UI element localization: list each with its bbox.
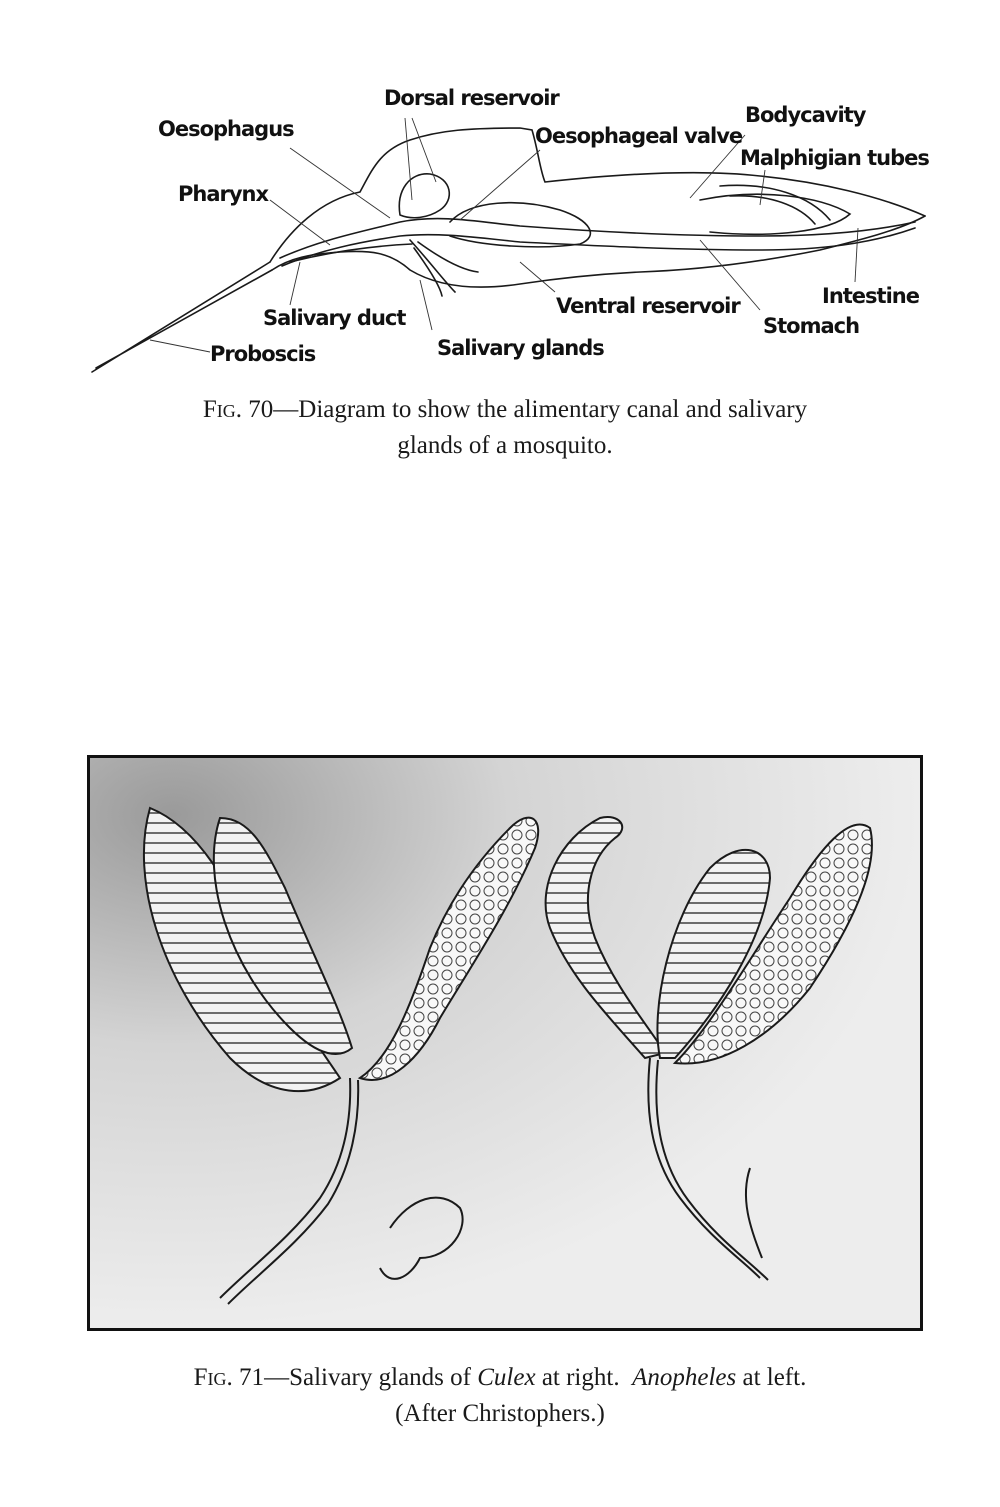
label-malphigian-tubes: Malphigian tubes	[740, 146, 929, 170]
figure-70-number: Fig. 70	[202, 396, 274, 423]
salivary-glands-shape	[410, 240, 478, 296]
label-pharynx: Pharynx	[178, 182, 269, 206]
figure-71-caption-part2: at right.	[535, 1364, 633, 1391]
abdomen-outline	[272, 216, 925, 287]
figure-71-caption-line2: (After Christophers.)	[395, 1400, 605, 1427]
label-oesophagus: Oesophagus	[158, 117, 294, 141]
figure-70-caption-line2: glands of a mosquito.	[397, 432, 613, 459]
salivary-glands-plate	[87, 755, 923, 1331]
figure-71-caption-part1: —Salivary glands of	[264, 1364, 478, 1391]
dorsal-reservoir-shape	[399, 174, 449, 218]
label-dorsal-reservoir: Dorsal reservoir	[384, 86, 559, 110]
figure-71-culex: Culex	[477, 1364, 536, 1391]
label-stomach: Stomach	[763, 314, 860, 338]
label-body-cavity: Bodycavity	[745, 103, 866, 127]
figure-71-number: Fig. 71	[193, 1364, 265, 1391]
label-salivary-duct: Salivary duct	[263, 306, 406, 330]
label-salivary-glands: Salivary glands	[437, 336, 604, 360]
figure-71-caption	[60, 1360, 940, 1432]
malphigian-tubes-shape	[720, 185, 830, 224]
alimentary-canal-diagram	[0, 0, 1000, 459]
label-intestine: Intestine	[822, 284, 919, 308]
label-oesophageal-valve: Oesophageal valve	[535, 124, 743, 148]
figure-71-caption-part3: at left.	[736, 1364, 807, 1391]
ventral-reservoir-shape	[450, 203, 590, 247]
salivary-glands-drawing	[90, 758, 920, 1328]
figure-70-caption-line1: —Diagram to show the alimentary canal and salivary	[273, 396, 808, 423]
figure-71-anopheles: Anopheles	[632, 1364, 737, 1391]
label-ventral-reservoir: Ventral reservoir	[556, 294, 740, 318]
figure-70-caption	[90, 392, 920, 464]
label-proboscis: Proboscis	[210, 342, 316, 366]
